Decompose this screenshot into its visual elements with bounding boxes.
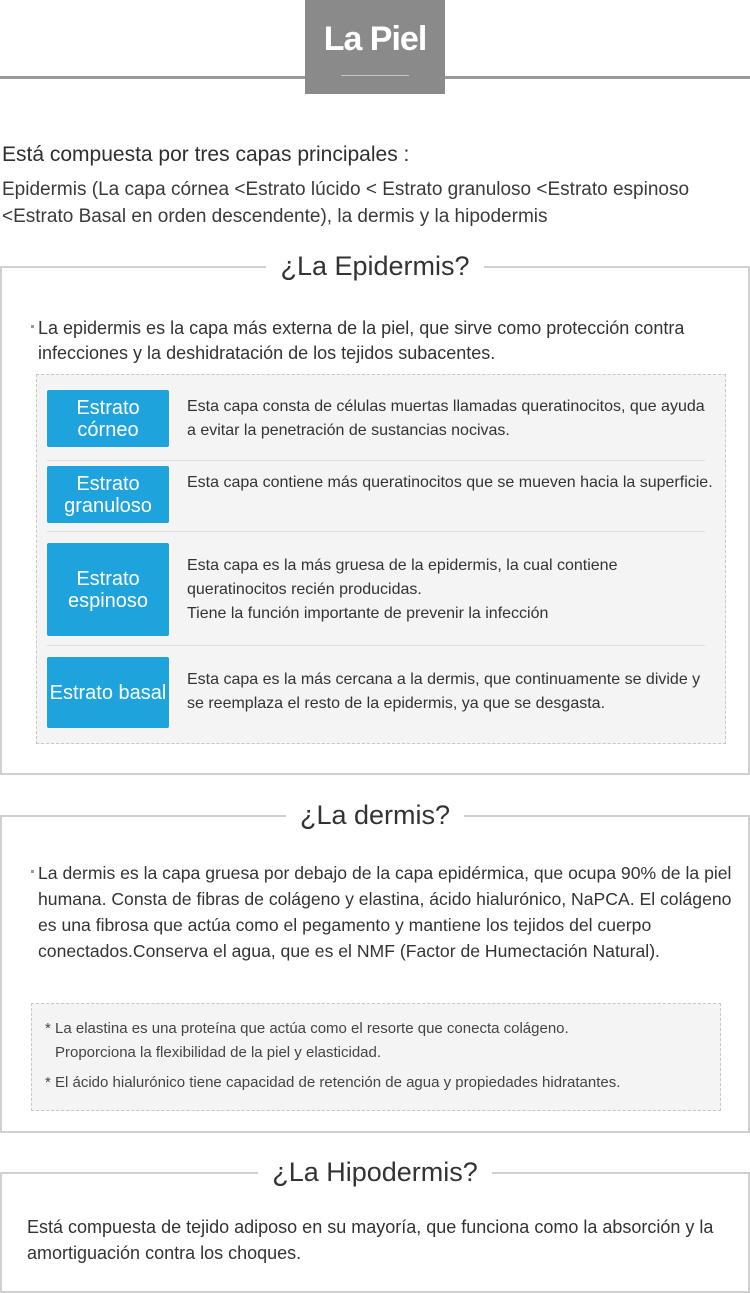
layer-row: [37, 532, 725, 646]
title-underline: [341, 75, 409, 76]
dermis-title-wrap: [2, 798, 748, 832]
intro-block: [2, 142, 742, 230]
bullet-dot: [31, 325, 34, 328]
hipodermis-section: [0, 1157, 750, 1293]
layer-description: Esta capa es la más gruesa de la epidermis, la cual contiene queratinocitos recién producidas.: [187, 557, 618, 598]
page-title-box: [305, 0, 445, 94]
hipodermis-title-wrap: [2, 1155, 748, 1189]
intro-heading: Está compuesta por tres capas principales :: [2, 143, 410, 166]
layer-description: Esta capa consta de células muertas llamadas queratinocitos, que ayuda a evitar la penetración de sustancias nocivas.: [187, 398, 705, 439]
bullet-dot: [31, 870, 34, 873]
dermis-note: Proporciona la flexibilidad de la piel y elasticidad.: [55, 1044, 382, 1061]
epidermis-bullet-text: La epidermis es la capa más externa de la piel, que sirve como protección contra infecciones y la deshidratación de los tejidos subacentes.: [38, 318, 685, 363]
epidermis-title: ¿La Epidermis?: [266, 249, 483, 283]
dermis-note: * El ácido hialurónico tiene capacidad de retención de agua y propiedades hidratantes.: [45, 1074, 621, 1091]
layer-badge: Estrato granuloso: [47, 466, 169, 523]
epidermis-section: [0, 251, 750, 775]
intro-body: Epidermis (La capa córnea <Estrato lúcido < Estrato granuloso <Estrato espinoso <Estrato Basal en orden descendente), la dermis y la hipodermis: [2, 179, 690, 227]
layer-row: [37, 646, 725, 744]
dermis-section: [0, 800, 750, 1133]
epidermis-title-wrap: [2, 249, 748, 283]
layer-description: Esta capa contiene más queratinocitos que se mueven hacia la superficie.: [187, 474, 713, 491]
dermis-bullet-text: La dermis es la capa gruesa por debajo de la capa epidérmica, que ocupa 90% de la piel humana. Consta de fibras de colágeno y elastina, ácido hialurónico, NaPCA. El colágeno es una fibrosa que actúa como el pegamento y mantiene los tejidos del cuerpo conectados.Conserva el agua, que es el NMF (Factor de Humectación Natural).: [38, 863, 732, 961]
layer-row: [37, 375, 725, 461]
layer-row: [37, 461, 725, 532]
layer-description-extra: Tiene la función importante de prevenir la infección: [187, 605, 549, 622]
hipodermis-title: ¿La Hipodermis?: [258, 1155, 492, 1189]
dermis-notes-panel: [31, 1003, 721, 1111]
dermis-note: * La elastina es una proteína que actúa como el resorte que conecta colágeno.: [45, 1020, 569, 1037]
hipodermis-text: Está compuesta de tejido adiposo en su mayoría, que funciona como la absorción y la amortiguación contra los choques.: [27, 1217, 714, 1263]
dermis-title: ¿La dermis?: [286, 798, 464, 832]
layer-badge: Estrato espinoso: [47, 543, 169, 636]
epidermis-layers-panel: [36, 374, 726, 744]
layer-badge: Estrato basal: [47, 657, 169, 728]
layer-badge: Estrato córneo: [47, 390, 169, 447]
layer-description: Esta capa es la más cercana a la dermis, que continuamente se divide y se reemplaza el resto de la epidermis, ya que se desgasta.: [187, 671, 701, 712]
page-title: La Piel: [323, 20, 427, 58]
